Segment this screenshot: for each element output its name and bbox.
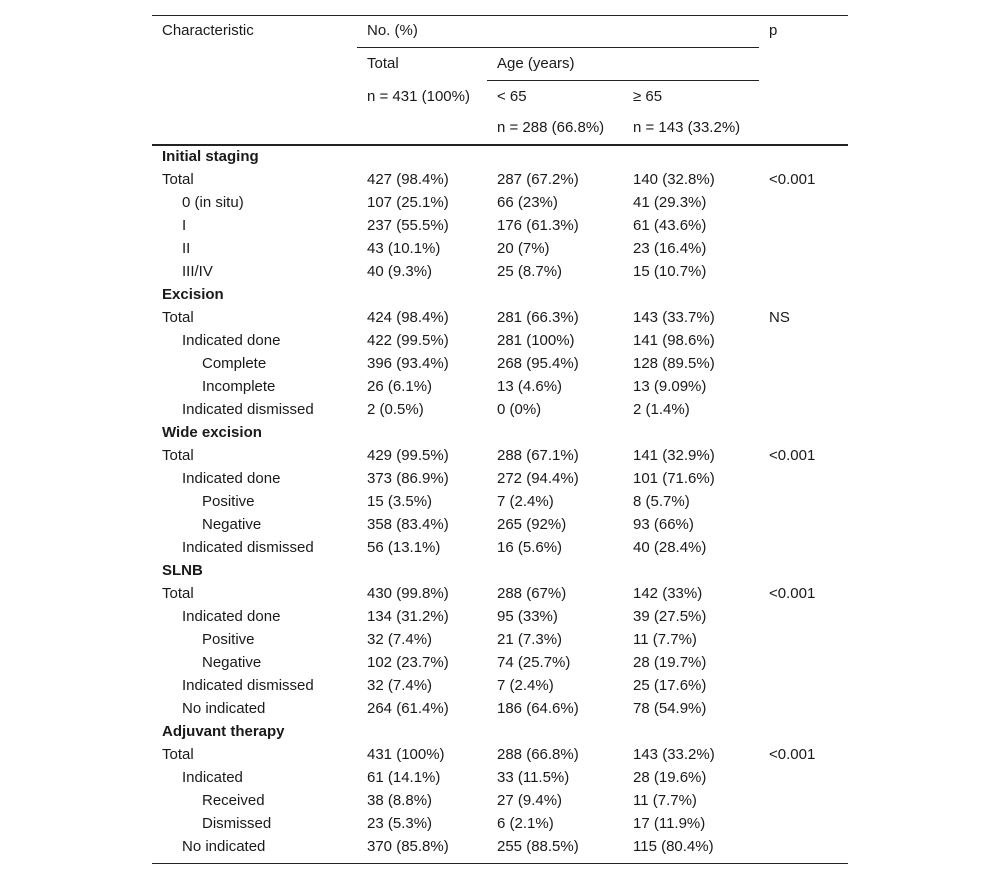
cell-lt65: 281 (100%) <box>497 332 575 349</box>
header-n-total: n = 431 (100%) <box>367 88 470 105</box>
row-label: Indicated dismissed <box>182 539 314 556</box>
cell-lt65: 268 (95.4%) <box>497 355 579 372</box>
cell-lt65: 176 (61.3%) <box>497 217 579 234</box>
cell-lt65: 255 (88.5%) <box>497 838 579 855</box>
row-label: Complete <box>202 355 267 372</box>
row-label: Indicated done <box>182 332 281 349</box>
cell-p: <0.001 <box>769 447 816 464</box>
cell-lt65: 33 (11.5%) <box>497 769 570 786</box>
cell-total: 40 (9.3%) <box>367 263 433 280</box>
row-label: Total <box>162 447 194 464</box>
cell-lt65: 95 (33%) <box>497 608 558 625</box>
cell-total: 396 (93.4%) <box>367 355 449 372</box>
cell-p: <0.001 <box>769 585 816 602</box>
cell-ge65: 142 (33%) <box>633 585 703 602</box>
section-label: SLNB <box>162 562 203 579</box>
cell-total: 427 (98.4%) <box>367 171 449 188</box>
cell-total: 429 (99.5%) <box>367 447 449 464</box>
cell-total: 43 (10.1%) <box>367 240 441 257</box>
row-label: Indicated <box>182 769 243 786</box>
cell-lt65: 281 (66.3%) <box>497 309 579 326</box>
cell-total: 430 (99.8%) <box>367 585 449 602</box>
cell-p: <0.001 <box>769 171 816 188</box>
cell-total: 23 (5.3%) <box>367 815 433 832</box>
cell-ge65: 23 (16.4%) <box>633 240 707 257</box>
section-label: Adjuvant therapy <box>162 723 285 740</box>
row-label: 0 (in situ) <box>182 194 244 211</box>
cell-lt65: 27 (9.4%) <box>497 792 563 809</box>
section-label: Initial staging <box>162 148 259 165</box>
cell-total: 56 (13.1%) <box>367 539 441 556</box>
cell-total: 38 (8.8%) <box>367 792 433 809</box>
cell-total: 107 (25.1%) <box>367 194 449 211</box>
header-characteristic: Characteristic <box>162 22 254 39</box>
cell-ge65: 17 (11.9%) <box>633 815 706 832</box>
header-total: Total <box>367 55 399 72</box>
cell-lt65: 272 (94.4%) <box>497 470 579 487</box>
header-p: p <box>769 22 778 39</box>
cell-lt65: 287 (67.2%) <box>497 171 579 188</box>
cell-ge65: 78 (54.9%) <box>633 700 707 717</box>
cell-total: 431 (100%) <box>367 746 445 763</box>
row-label: Indicated done <box>182 470 281 487</box>
row-label: Total <box>162 171 194 188</box>
cell-total: 373 (86.9%) <box>367 470 449 487</box>
row-label: Indicated dismissed <box>182 401 314 418</box>
cell-ge65: 61 (43.6%) <box>633 217 707 234</box>
row-label: Indicated dismissed <box>182 677 314 694</box>
cell-ge65: 140 (32.8%) <box>633 171 715 188</box>
row-label: Indicated done <box>182 608 281 625</box>
cell-lt65: 288 (67%) <box>497 585 567 602</box>
row-label: II <box>182 240 191 257</box>
cell-total: 264 (61.4%) <box>367 700 449 717</box>
cell-total: 102 (23.7%) <box>367 654 449 671</box>
section-label: Excision <box>162 286 224 303</box>
cell-total: 237 (55.5%) <box>367 217 449 234</box>
header-n-ge65: n = 143 (33.2%) <box>633 119 741 136</box>
cell-lt65: 13 (4.6%) <box>497 378 563 395</box>
cell-lt65: 20 (7%) <box>497 240 550 257</box>
cell-lt65: 25 (8.7%) <box>497 263 563 280</box>
cell-lt65: 186 (64.6%) <box>497 700 579 717</box>
cell-ge65: 13 (9.09%) <box>633 378 707 395</box>
cell-lt65: 288 (67.1%) <box>497 447 579 464</box>
row-label: No indicated <box>182 700 266 717</box>
cell-lt65: 288 (66.8%) <box>497 746 579 763</box>
header-ge65: ≥ 65 <box>633 88 663 105</box>
cell-ge65: 2 (1.4%) <box>633 401 690 418</box>
cell-p: NS <box>769 309 790 326</box>
cell-total: 32 (7.4%) <box>367 677 433 694</box>
cell-total: 61 (14.1%) <box>367 769 441 786</box>
cell-ge65: 143 (33.7%) <box>633 309 715 326</box>
row-label: Received <box>202 792 265 809</box>
header-age-years: Age (years) <box>497 55 575 72</box>
row-label: No indicated <box>182 838 266 855</box>
cell-ge65: 128 (89.5%) <box>633 355 715 372</box>
cell-lt65: 265 (92%) <box>497 516 567 533</box>
cell-lt65: 74 (25.7%) <box>497 654 571 671</box>
row-label: I <box>182 217 187 234</box>
cell-ge65: 143 (33.2%) <box>633 746 715 763</box>
cell-total: 134 (31.2%) <box>367 608 449 625</box>
cell-ge65: 39 (27.5%) <box>633 608 707 625</box>
cell-ge65: 28 (19.6%) <box>633 769 707 786</box>
cell-ge65: 25 (17.6%) <box>633 677 707 694</box>
cell-lt65: 21 (7.3%) <box>497 631 563 648</box>
cell-ge65: 141 (32.9%) <box>633 447 715 464</box>
cell-ge65: 15 (10.7%) <box>633 263 707 280</box>
cell-lt65: 7 (2.4%) <box>497 677 554 694</box>
row-label: Negative <box>202 654 262 671</box>
cell-total: 32 (7.4%) <box>367 631 433 648</box>
cell-p: <0.001 <box>769 746 816 763</box>
row-label: Dismissed <box>202 815 272 832</box>
cell-lt65: 66 (23%) <box>497 194 558 211</box>
cell-lt65: 0 (0%) <box>497 401 542 418</box>
row-label: Total <box>162 585 194 602</box>
cell-lt65: 7 (2.4%) <box>497 493 554 510</box>
section-label: Wide excision <box>162 424 262 441</box>
cell-total: 422 (99.5%) <box>367 332 449 349</box>
cell-ge65: 101 (71.6%) <box>633 470 715 487</box>
cell-ge65: 40 (28.4%) <box>633 539 707 556</box>
header-n-lt65: n = 288 (66.8%) <box>497 119 605 136</box>
cell-total: 370 (85.8%) <box>367 838 449 855</box>
cell-ge65: 11 (7.7%) <box>633 792 697 809</box>
cell-ge65: 8 (5.7%) <box>633 493 690 510</box>
cell-total: 2 (0.5%) <box>367 401 424 418</box>
cell-total: 15 (3.5%) <box>367 493 433 510</box>
row-label: Negative <box>202 516 262 533</box>
header-lt65: < 65 <box>497 88 527 105</box>
row-label: Total <box>162 746 194 763</box>
row-label: Positive <box>202 631 255 648</box>
cell-ge65: 115 (80.4%) <box>633 838 714 855</box>
cell-total: 26 (6.1%) <box>367 378 433 395</box>
cell-ge65: 28 (19.7%) <box>633 654 707 671</box>
cell-ge65: 93 (66%) <box>633 516 694 533</box>
row-label: III/IV <box>182 263 213 280</box>
header-no-pct: No. (%) <box>367 22 418 39</box>
cell-ge65: 141 (98.6%) <box>633 332 715 349</box>
cell-ge65: 41 (29.3%) <box>633 194 707 211</box>
cell-total: 424 (98.4%) <box>367 309 449 326</box>
row-label: Total <box>162 309 194 326</box>
cell-lt65: 6 (2.1%) <box>497 815 554 832</box>
row-label: Positive <box>202 493 255 510</box>
cell-lt65: 16 (5.6%) <box>497 539 563 556</box>
row-label: Incomplete <box>202 378 276 395</box>
cell-ge65: 11 (7.7%) <box>633 631 697 648</box>
cell-total: 358 (83.4%) <box>367 516 449 533</box>
